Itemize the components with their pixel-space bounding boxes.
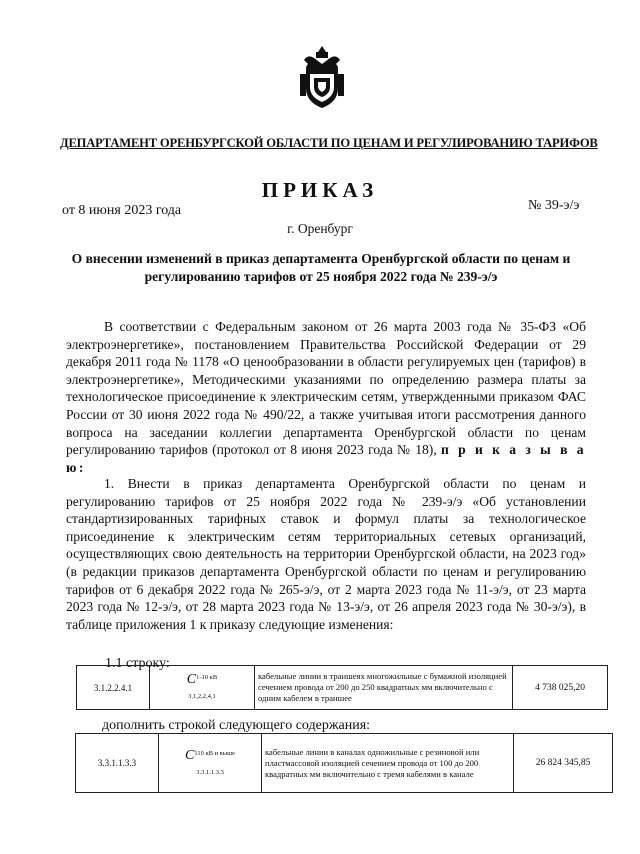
symbol-subscript: 3.3.1.1.3.3 — [196, 768, 224, 776]
order-word: п р и к а з ы в а ю: — [66, 442, 587, 475]
row-code: 3.1.2.2.4.1 — [77, 666, 150, 710]
document-type: ПРИКАЗ — [261, 178, 379, 202]
document-date: от 8 июня 2023 года — [62, 203, 182, 218]
section-1-label: 1.1 строку: — [105, 656, 170, 671]
document-number: № 39-э/э — [528, 198, 580, 213]
department-name: ДЕПАРТАМЕНТ ОРЕНБУРГСКОЙ ОБЛАСТИ ПО ЦЕНАМ И РЕГУЛИРОВАНИЮ ТАРИФОВ — [60, 136, 598, 150]
row-value: 26 824 345,85 — [514, 734, 613, 793]
table-row — [76, 734, 613, 793]
symbol-letter: C — [184, 747, 195, 763]
clause-1-paragraph: 1. Внести в приказ департамента Оренбургской области по ценам и регулированию тарифов от 25 ноября 2022 года № 239-э/э «Об установлении стандартизированных тарифных ставок и формул платы за технологическое присоединение к электрическим сетям территориальных сетевых организаций, осуществляющих свою деятельность на территории Оренбургской области, на 2023 год» (в редакции приказов департамента Оренбургской области по ценам и регулированию тарифов от 6 декабря 2022 года № 265-э/э, от 2 марта 2023 года № 11-э/э, от 23 марта 2023 года № 12-э/э, от 28 марта 2023 года № 13-э/э, от 26 апреля 2023 года № 30-э/э), в таблице приложения 1 к приказу следующие изменения: — [66, 476, 586, 632]
symbol-letter: C — [186, 672, 197, 688]
table-row-change — [76, 665, 608, 710]
symbol-superscript: 110 кВ и выше — [194, 749, 236, 757]
section-2-label: дополнить строкой следующего содержания: — [102, 718, 371, 733]
symbol-subscript: 3,1,2,2,4,1 — [188, 692, 216, 700]
row-value: 4 738 025,20 — [513, 666, 608, 710]
row-description: кабельные линии в траншеях многожильные с бумажной изоляцией сечением провода от 200 до 250 квадратных мм включительно с одним кабелем в траншее — [255, 666, 513, 710]
row-symbol — [150, 666, 255, 710]
table-row-addition — [75, 733, 613, 793]
document-city: г. Оренбург — [287, 221, 353, 236]
symbol-superscript: 1-10 кВ — [196, 674, 218, 682]
row-symbol — [159, 734, 262, 793]
preamble-text: В соответствии с Федеральным законом от 26 марта 2003 года № 35-ФЗ «Об электроэнергетике», постановлением Правительства Российской Федерации от 29 декабря 2011 года № 1178 «О ценообразовании в области регулируемых цен (тарифов) в электроэнергетике», Методическими указаниями по определению размера платы за технологическое присоединение к электрическим сетям, утвержденными приказом ФАС России от 30 июня 2022 года № 490/22, а также учитывая итоги рассмотрения данного вопроса на заседании коллегии департамента Оренбургской области по ценам регулированию тарифов (протокол от 8 июня 2023 года № 18), — [66, 319, 586, 458]
table-row — [77, 666, 608, 710]
row-code: 3.3.1.1.3.3 — [76, 734, 159, 793]
preamble-paragraph — [66, 318, 586, 476]
document-subject: О внесении изменений в приказ департамента Оренбургской области по ценам и регулированию тарифов от 25 ноября 2022 года № 239-э/э — [71, 251, 571, 284]
row-description: кабельные линии в каналах одножильные с резиновой или пластмассовой изоляцией сечением провода от 100 до 200 квадратных мм включительно с тремя кабелями в канале — [262, 734, 514, 793]
coat-of-arms-emblem — [296, 44, 348, 112]
